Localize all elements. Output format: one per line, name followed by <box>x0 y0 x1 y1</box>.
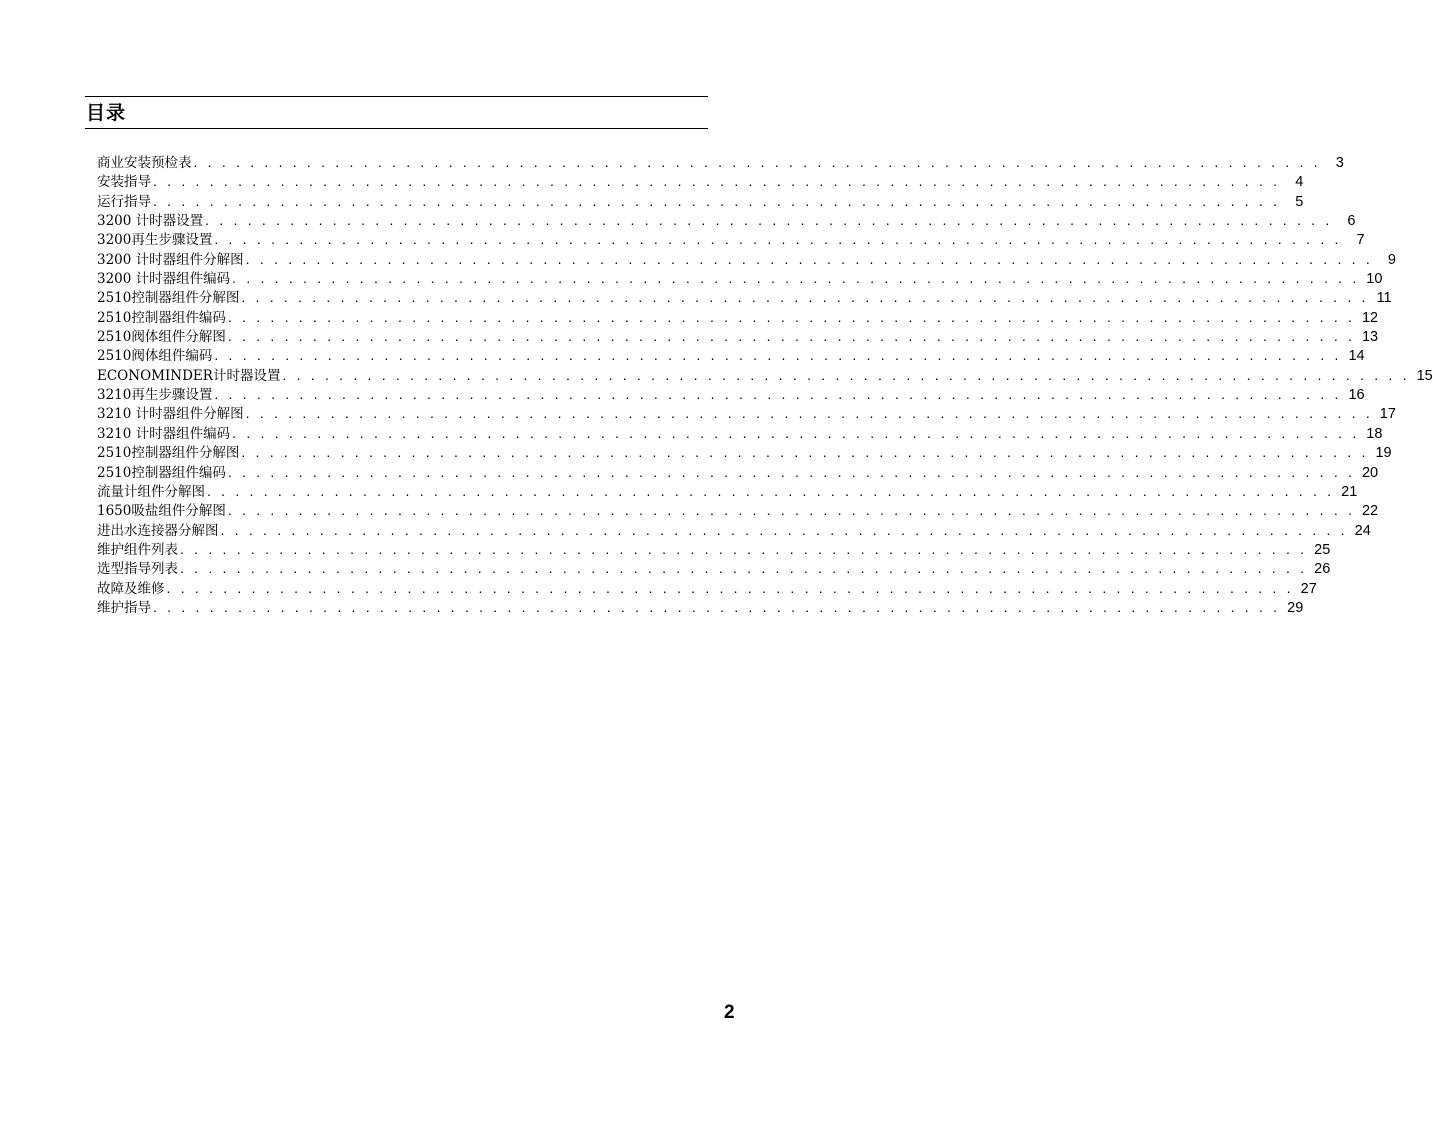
toc-entry-title[interactable]: 选型指导列表 <box>97 561 178 578</box>
toc-entry[interactable] <box>97 482 1358 501</box>
toc-dot-leader: . . . . . . . . . . . . . . . . . . . . . . . . . . . . . . . . . . . . . . . . . . . . . . . . . . . . . . . . . . . . . . . . . . . . . . . . . . . . . . . . <box>193 154 1321 170</box>
toc-entry-title[interactable]: 3200 计时器组件分解图 <box>97 251 244 268</box>
toc-entry-page[interactable]: 12 <box>1361 309 1379 326</box>
toc-entry[interactable] <box>97 579 1317 598</box>
toc-entry[interactable] <box>97 230 1365 249</box>
toc-entry[interactable] <box>97 192 1304 211</box>
toc-entry-title[interactable]: 2510控制器组件编码 <box>97 309 226 326</box>
toc-dot-leader: . . . . . . . . . . . . . . . . . . . . . . . . . . . . . . . . . . . . . . . . . . . . . . . . . . . . . . . . . . . . . . . . . . . . . . . . . . . . . . . . <box>205 212 1333 229</box>
toc-entry[interactable] <box>97 269 1383 288</box>
toc-dot-leader: . . . . . . . . . . . . . . . . . . . . . . . . . . . . . . . . . . . . . . . . . . . . . . . . . . . . . . . . . . . . . . . . . . . . . . . . . . . . . . . . <box>214 347 1342 364</box>
toc-entry[interactable] <box>97 172 1304 191</box>
toc-entry-title[interactable]: 3210再生步骤设置 <box>97 387 213 404</box>
toc-entry-title[interactable]: 2510阀体组件编码 <box>97 348 213 365</box>
toc-heading: 目录 <box>86 102 127 124</box>
toc-entry-title[interactable]: 维护组件列表 <box>97 541 178 558</box>
toc-entry-title[interactable]: 3210 计时器组件编码 <box>97 425 231 442</box>
toc-entry[interactable] <box>97 404 1396 423</box>
toc-entry-title[interactable]: 进出水连接器分解图 <box>97 522 219 539</box>
toc-entry[interactable] <box>97 540 1331 559</box>
toc-entry-page[interactable]: 26 <box>1314 561 1331 578</box>
toc-entry[interactable] <box>97 288 1392 307</box>
toc-dot-leader: . . . . . . . . . . . . . . . . . . . . . . . . . . . . . . . . . . . . . . . . . . . . . . . . . . . . . . . . . . . . . . . . . . . . . . . . . . . . . . . . <box>153 598 1281 615</box>
toc-entry[interactable] <box>97 385 1365 404</box>
toc-entry[interactable] <box>97 366 1433 385</box>
toc-entry-title[interactable]: 运行指导 <box>97 193 151 210</box>
toc-dot-leader: . . . . . . . . . . . . . . . . . . . . . . . . . . . . . . . . . . . . . . . . . . . . . . . . . . . . . . . . . . . . . . . . . . . . . . . . . . . . . . . . <box>232 424 1360 441</box>
toc-entry[interactable] <box>97 327 1379 346</box>
toc-dot-leader: . . . . . . . . . . . . . . . . . . . . . . . . . . . . . . . . . . . . . . . . . . . . . . . . . . . . . . . . . . . . . . . . . . . . . . . . . . . . . . . . <box>153 173 1281 190</box>
toc-entry-page[interactable]: 14 <box>1348 348 1365 365</box>
toc-dot-leader: . . . . . . . . . . . . . . . . . . . . . . . . . . . . . . . . . . . . . . . . . . . . . . . . . . . . . . . . . . . . . . . . . . . . . . . . . . . . . . . . <box>227 308 1356 325</box>
toc-entry-page[interactable]: 16 <box>1348 387 1365 404</box>
toc-entry-title[interactable]: 维护指导 <box>97 599 151 616</box>
toc-entry[interactable] <box>97 598 1304 617</box>
toc-entry[interactable] <box>97 559 1331 578</box>
toc-entry-page[interactable]: 19 <box>1375 445 1392 462</box>
toc-entry-title[interactable]: 故障及维修 <box>97 580 165 597</box>
toc-entry-page[interactable]: 24 <box>1354 522 1371 539</box>
toc-dot-leader: . . . . . . . . . . . . . . . . . . . . . . . . . . . . . . . . . . . . . . . . . . . . . . . . . . . . . . . . . . . . . . . . . . . . . . . . . . . . . . . . <box>282 366 1410 383</box>
toc-entry-page[interactable]: 3 <box>1335 155 1344 171</box>
toc-entry[interactable] <box>97 424 1383 443</box>
toc-entry-page[interactable]: 22 <box>1361 503 1379 520</box>
toc-entry-page[interactable]: 7 <box>1356 232 1365 249</box>
toc-dot-leader: . . . . . . . . . . . . . . . . . . . . . . . . . . . . . . . . . . . . . . . . . . . . . . . . . . . . . . . . . . . . . . . . . . . . . . . . . . . . . . . . <box>153 192 1281 209</box>
toc-entry[interactable] <box>97 346 1365 365</box>
toc-entry-page[interactable]: 11 <box>1376 290 1392 307</box>
toc-dot-leader: . . . . . . . . . . . . . . . . . . . . . . . . . . . . . . . . . . . . . . . . . . . . . . . . . . . . . . . . . . . . . . . . . . . . . . . . . . . . . . . . <box>241 289 1369 306</box>
toc-entry-title[interactable]: 2510控制器组件编码 <box>97 464 226 481</box>
toc-entry-page[interactable]: 17 <box>1379 406 1396 423</box>
toc-dot-leader: . . . . . . . . . . . . . . . . . . . . . . . . . . . . . . . . . . . . . . . . . . . . . . . . . . . . . . . . . . . . . . . . . . . . . . . . . . . . . . . . <box>220 521 1348 538</box>
toc-entry-title[interactable]: 2510阀体组件分解图 <box>97 329 226 346</box>
toc-dot-leader: . . . . . . . . . . . . . . . . . . . . . . . . . . . . . . . . . . . . . . . . . . . . . . . . . . . . . . . . . . . . . . . . . . . . . . . . . . . . . . . . <box>232 270 1360 287</box>
toc-entry-page[interactable]: 10 <box>1366 271 1383 288</box>
toc-dot-leader: . . . . . . . . . . . . . . . . . . . . . . . . . . . . . . . . . . . . . . . . . . . . . . . . . . . . . . . . . . . . . . . . . . . . . . . . . . . . . . . . <box>227 502 1356 519</box>
toc-dot-leader: . . . . . . . . . . . . . . . . . . . . . . . . . . . . . . . . . . . . . . . . . . . . . . . . . . . . . . . . . . . . . . . . . . . . . . . . . . . . . . . . <box>180 560 1308 577</box>
toc-dot-leader: . . . . . . . . . . . . . . . . . . . . . . . . . . . . . . . . . . . . . . . . . . . . . . . . . . . . . . . . . . . . . . . . . . . . . . . . . . . . . . . . <box>214 386 1342 403</box>
toc-entry-page[interactable]: 15 <box>1416 367 1433 384</box>
toc-entry-page[interactable]: 4 <box>1295 174 1304 191</box>
toc-entry-title[interactable]: 3210 计时器组件分解图 <box>97 406 244 423</box>
toc-entry-title[interactable]: 3200 计时器设置 <box>97 213 204 230</box>
toc-entry-title[interactable]: ECONOMINDER计时器设置 <box>97 367 281 384</box>
toc-entry[interactable] <box>97 211 1356 230</box>
toc-dot-leader: . . . . . . . . . . . . . . . . . . . . . . . . . . . . . . . . . . . . . . . . . . . . . . . . . . . . . . . . . . . . . . . . . . . . . . . . . . . . . . . . <box>245 405 1373 422</box>
toc-entry-page[interactable]: 9 <box>1387 251 1396 268</box>
toc-entry[interactable] <box>97 501 1379 520</box>
toc-entry-title[interactable]: 2510控制器组件分解图 <box>97 290 240 307</box>
toc-dot-leader: . . . . . . . . . . . . . . . . . . . . . . . . . . . . . . . . . . . . . . . . . . . . . . . . . . . . . . . . . . . . . . . . . . . . . . . . . . . . . . . . <box>245 250 1373 267</box>
toc-dot-leader: . . . . . . . . . . . . . . . . . . . . . . . . . . . . . . . . . . . . . . . . . . . . . . . . . . . . . . . . . . . . . . . . . . . . . . . . . . . . . . . . <box>227 463 1356 480</box>
page-number: 2 <box>724 1002 735 1023</box>
toc-dot-leader: . . . . . . . . . . . . . . . . . . . . . . . . . . . . . . . . . . . . . . . . . . . . . . . . . . . . . . . . . . . . . . . . . . . . . . . . . . . . . . . . <box>166 579 1294 596</box>
toc-entry-page[interactable]: 6 <box>1347 213 1356 230</box>
toc-entry-page[interactable]: 20 <box>1361 464 1379 481</box>
toc-entry-page[interactable]: 25 <box>1314 541 1331 558</box>
toc-entry[interactable] <box>97 463 1379 482</box>
toc-entry-title[interactable]: 1650吸盐组件分解图 <box>97 503 226 520</box>
toc-entry[interactable] <box>97 521 1371 540</box>
toc-entry-title[interactable]: 3200 计时器组件编码 <box>97 271 231 288</box>
toc-entry-page[interactable]: 5 <box>1295 193 1304 210</box>
toc-entry-title[interactable]: 商业安装预检表 <box>97 155 192 171</box>
toc-entry-page[interactable]: 13 <box>1361 329 1379 346</box>
toc-entry-page[interactable]: 27 <box>1300 580 1317 597</box>
toc-dot-leader: . . . . . . . . . . . . . . . . . . . . . . . . . . . . . . . . . . . . . . . . . . . . . . . . . . . . . . . . . . . . . . . . . . . . . . . . . . . . . . . . <box>227 328 1356 345</box>
toc-dot-leader: . . . . . . . . . . . . . . . . . . . . . . . . . . . . . . . . . . . . . . . . . . . . . . . . . . . . . . . . . . . . . . . . . . . . . . . . . . . . . . . . <box>214 231 1342 248</box>
toc-dot-leader: . . . . . . . . . . . . . . . . . . . . . . . . . . . . . . . . . . . . . . . . . . . . . . . . . . . . . . . . . . . . . . . . . . . . . . . . . . . . . . . . <box>207 482 1335 499</box>
toc-entry[interactable] <box>97 308 1379 327</box>
toc-dot-leader: . . . . . . . . . . . . . . . . . . . . . . . . . . . . . . . . . . . . . . . . . . . . . . . . . . . . . . . . . . . . . . . . . . . . . . . . . . . . . . . . <box>241 444 1369 461</box>
toc-entry-title[interactable]: 2510控制器组件分解图 <box>97 445 240 462</box>
toc-entry-page[interactable]: 21 <box>1341 483 1358 500</box>
toc-entry-title[interactable]: 流量计组件分解图 <box>97 483 205 500</box>
header-bottom-rule <box>85 128 708 129</box>
toc-entry-page[interactable]: 18 <box>1366 425 1383 442</box>
toc-entry-title[interactable]: 3200再生步骤设置 <box>97 232 213 249</box>
header-top-rule <box>85 96 708 97</box>
toc-dot-leader: . . . . . . . . . . . . . . . . . . . . . . . . . . . . . . . . . . . . . . . . . . . . . . . . . . . . . . . . . . . . . . . . . . . . . . . . . . . . . . . . <box>180 540 1308 557</box>
toc-entry[interactable] <box>97 443 1392 462</box>
toc-entry[interactable] <box>97 250 1396 269</box>
table-of-contents <box>97 153 1433 617</box>
toc-entry[interactable] <box>97 153 1344 172</box>
toc-entry-title[interactable]: 安装指导 <box>97 174 151 191</box>
toc-entry-page[interactable]: 29 <box>1287 599 1304 616</box>
